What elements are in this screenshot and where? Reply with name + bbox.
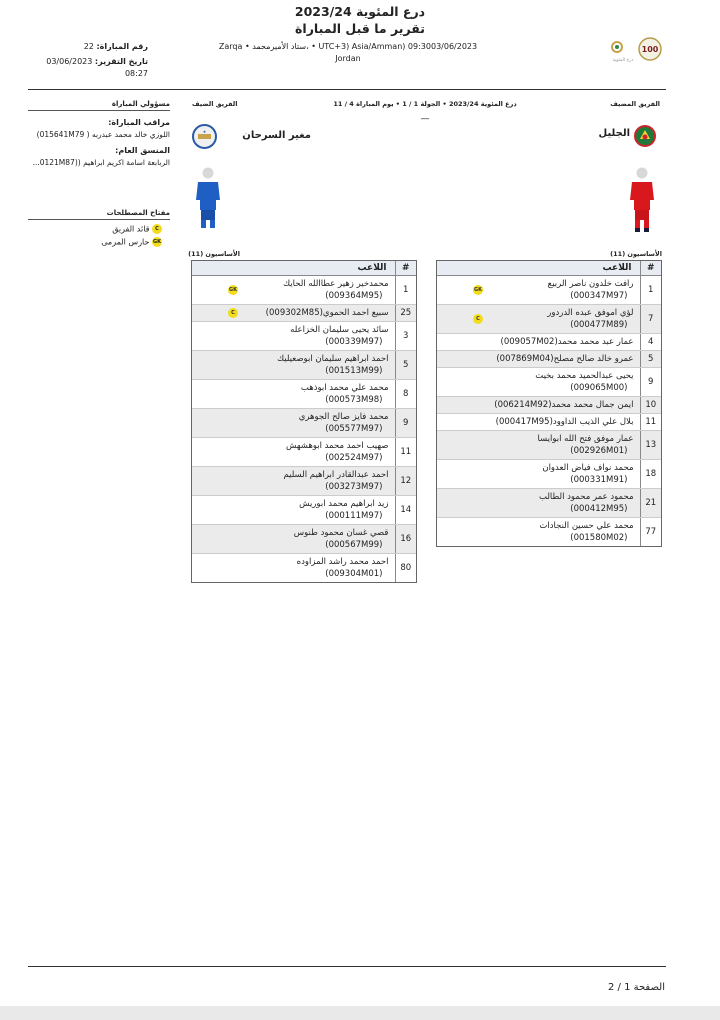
captain-badge-icon: C (152, 224, 162, 234)
player-cell (437, 430, 640, 459)
player-number: 9 (640, 367, 661, 396)
away-team-name: مغير السرحان (242, 130, 311, 141)
supervisor-value: اللوزي خالد محمد عبدربه ( 015641M79) (36, 130, 170, 139)
away-starters-title: الأساسيون (11) (188, 250, 240, 258)
player-cell (192, 524, 395, 553)
player-id: (003273M97) (325, 481, 383, 492)
player-id: (002524M97) (325, 452, 383, 463)
player-id: (001513M99) (325, 365, 383, 376)
player-number: 3 (395, 321, 416, 350)
player-cell (437, 333, 640, 350)
player-number: 21 (640, 488, 661, 517)
goalkeeper-badge-icon: GK (474, 286, 482, 293)
player-name: سائد يحيى سليمان الخزاعله (290, 324, 389, 335)
player-id: (000477M89) (570, 319, 628, 330)
guest-label: الفريق الضيف (192, 100, 238, 108)
table-row (437, 333, 661, 350)
goalkeeper-badge-icon: GK (153, 239, 161, 245)
supervisor-label: مراقب المباراة: (108, 118, 170, 127)
player-cell (437, 367, 640, 396)
player-cell (192, 379, 395, 408)
match-number-value: 22 (83, 42, 94, 51)
table-row (192, 304, 416, 321)
viewer-bottom-bar (0, 1006, 720, 1020)
round-info: درع المئوية 2023/24 • الجولة 1 / 1 • يوم المباراة 4 / 11 (333, 100, 517, 108)
player-cell (192, 321, 395, 350)
player-number: 1 (640, 275, 661, 304)
captain-badge-icon: C (228, 308, 238, 318)
player-name: احمد ابراهيم سليمان ابوصعيليك (277, 353, 389, 364)
player-name: عمار موفق فتح الله ابوايسا (537, 433, 634, 444)
table-row (437, 459, 661, 488)
report-date-label: تاريخ التقرير: (94, 57, 148, 66)
away-kit-icon (194, 166, 222, 236)
player-number: 11 (395, 437, 416, 466)
player-number: 14 (395, 495, 416, 524)
table-row (192, 437, 416, 466)
country: Jordan (335, 54, 361, 63)
away-col-player: اللاعب (192, 261, 395, 275)
league-title: درع المئوية 2023/24 (294, 4, 426, 19)
player-name: محمد فايز صالح الجوهري (298, 411, 389, 422)
footer-divider (28, 966, 666, 967)
legend-divider (28, 219, 170, 220)
player-cell (192, 350, 395, 379)
table-row (437, 430, 661, 459)
player-number: 16 (395, 524, 416, 553)
player-name: رافت خلدون ناصر الربيع (547, 278, 634, 289)
player-id: (002926M01) (570, 445, 628, 456)
player-id: (000567M99) (325, 539, 383, 550)
player-cell (192, 495, 395, 524)
table-row (437, 488, 661, 517)
player-cell (192, 466, 395, 495)
away-col-number: # (395, 261, 416, 275)
player-name: بلال علي الذيب الداوود(000417M95) (495, 416, 634, 427)
svg-text:100: 100 (641, 45, 659, 54)
coordinator-value: الربابعة اسامة اكريم ابراهيم ((0121M87... (32, 158, 170, 167)
player-cell (192, 437, 395, 466)
player-number: 18 (640, 459, 661, 488)
player-name: احمد عبدالقادر ابراهيم السليم (283, 469, 389, 480)
player-id: (000573M98) (325, 394, 383, 405)
report-time: 08:27 (124, 69, 148, 78)
player-number: 1 (395, 275, 416, 304)
report-date-value: 03/06/2023 (46, 57, 93, 66)
report-title: تقرير ما قبل المباراة (295, 21, 425, 36)
table-row (192, 466, 416, 495)
player-number: 8 (395, 379, 416, 408)
away-crest-icon (192, 124, 217, 149)
table-row (192, 321, 416, 350)
table-row (437, 304, 661, 333)
table-row (192, 524, 416, 553)
legend-item-captain (28, 224, 170, 234)
venue-line: Zarqa • ستاد الأميرمحمد، • UTC+3) Asia/Amman) 09:3003/06/2023 (218, 42, 478, 51)
table-row (192, 275, 416, 304)
table-row (192, 379, 416, 408)
player-id: (000339M97) (325, 336, 383, 347)
legend-label-goalkeeper: حارس المرمى (101, 237, 150, 247)
player-id: (000412M95) (570, 503, 628, 514)
player-id: (009364M95) (325, 290, 383, 301)
table-row (192, 408, 416, 437)
home-crest-icon (634, 125, 656, 147)
player-number: 10 (640, 396, 661, 413)
legend-label-captain: قائد الفريق (112, 224, 150, 234)
player-id: (000111M97) (325, 510, 383, 521)
table-row (192, 553, 416, 582)
player-name: يحيى عبدالحميد محمد بخيت (535, 370, 634, 381)
report-date (28, 57, 148, 66)
player-cell (437, 304, 640, 333)
player-name: محمود عمر محمود الطالب (539, 491, 634, 502)
table-row (192, 350, 416, 379)
captain-badge-icon: C (473, 314, 483, 324)
goalkeeper-badge-icon: GK (229, 286, 237, 293)
player-number: 12 (395, 466, 416, 495)
home-starters-title: الأساسيون (11) (610, 250, 662, 258)
player-number: 80 (395, 553, 416, 582)
table-row (437, 350, 661, 367)
officials-title: مسؤولي المباراة (111, 100, 170, 108)
player-id: (000331M91) (570, 474, 628, 485)
legend-item-goalkeeper (28, 237, 170, 247)
table-row (437, 517, 661, 546)
player-name: احمد محمد راشد المزاوده (296, 556, 389, 567)
player-cell (437, 517, 640, 546)
table-row (437, 367, 661, 396)
page-number: الصفحة 1 / 2 (607, 982, 665, 993)
player-name: قصي غسان محمود طنوس (293, 527, 389, 538)
header-divider (28, 89, 666, 90)
player-cell (192, 408, 395, 437)
player-cell (437, 275, 640, 304)
match-number (28, 42, 148, 51)
player-name: محمد علي محمد ابوذهب (300, 382, 389, 393)
player-id: (001580M02) (570, 532, 628, 543)
match-number-label: رقم المباراة: (96, 42, 148, 51)
home-team-name: الجليل (598, 128, 630, 139)
table-row (437, 396, 661, 413)
player-cell (192, 304, 395, 321)
player-id: (009065M00) (570, 382, 628, 393)
player-cell (192, 275, 395, 304)
officials-divider (28, 110, 170, 111)
table-row (437, 413, 661, 430)
player-name: محمدخير زهير عطاالله الحايك (283, 278, 389, 289)
player-cell (437, 396, 640, 413)
player-number: 5 (395, 350, 416, 379)
player-name: صهيب احمد محمد ابوهشهش (286, 440, 389, 451)
host-label: الفريق المضيف (610, 100, 660, 108)
player-cell (437, 488, 640, 517)
player-name: عمرو خالد صالح مصلح(007869M04) (496, 353, 634, 364)
svg-text:★: ★ (202, 129, 207, 134)
player-id: (005577M97) (325, 423, 383, 434)
home-roster (436, 260, 662, 547)
player-number: 7 (640, 304, 661, 333)
player-number: 5 (640, 350, 661, 367)
player-name: ايمن جمال محمد محمد(006214M92) (494, 399, 634, 410)
home-col-number: # (640, 261, 661, 275)
player-name: لؤي اموفق عبده الدردور (547, 307, 634, 318)
coordinator-label: المنسق العام: (115, 146, 170, 155)
table-row (437, 275, 661, 304)
player-number: 25 (395, 304, 416, 321)
score: — (420, 114, 430, 124)
player-id: (009304M01) (325, 568, 383, 579)
table-row (192, 495, 416, 524)
federation-caption: درع المئوية (612, 58, 634, 63)
player-cell (437, 413, 640, 430)
player-number: 9 (395, 408, 416, 437)
player-name: عمار عبد محمد محمد(009057M02) (500, 336, 634, 347)
player-id: (000347M97) (570, 290, 628, 301)
player-cell (192, 553, 395, 582)
home-col-player: اللاعب (437, 261, 640, 275)
player-name: سبيع احمد الحموي(009302M85) (265, 307, 389, 318)
federation-logo (608, 36, 664, 70)
player-cell (437, 459, 640, 488)
player-name: محمد علي حسين النجادات (539, 520, 634, 531)
player-cell (437, 350, 640, 367)
player-number: 11 (640, 413, 661, 430)
player-name: محمد نواف فياض العدوان (542, 462, 634, 473)
legend-title: مفتاح المصطلحات (106, 209, 170, 217)
player-number: 13 (640, 430, 661, 459)
away-roster (191, 260, 417, 583)
home-kit-icon (628, 166, 656, 236)
player-number: 4 (640, 333, 661, 350)
player-name: زيد ابراهيم محمد ابوريش (299, 498, 389, 509)
player-number: 77 (640, 517, 661, 546)
